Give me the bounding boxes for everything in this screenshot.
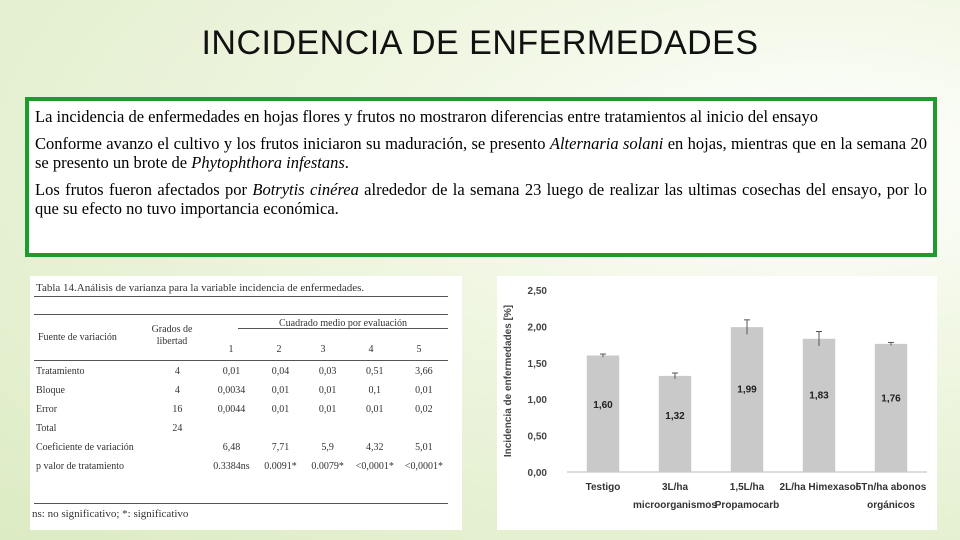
row-value-cell: 0,02	[415, 404, 433, 415]
row-value-cell: 0,03	[318, 366, 337, 377]
x-tick-label: Testigo	[585, 482, 621, 493]
row-value-cell: 0,01	[318, 385, 337, 396]
species-phytophthora: Phytophthora infestans	[191, 153, 345, 172]
y-tick-label: 0,00	[527, 468, 547, 479]
header-mean-square: Cuadrado medio por evaluación	[278, 318, 407, 329]
x-tick-label: 3L/ha	[661, 482, 689, 493]
incidence-bar-chart	[497, 276, 937, 530]
table-header-rule	[34, 360, 448, 361]
row-value-cell	[206, 419, 256, 438]
row-source-cell: Coeficiente de variación	[36, 442, 134, 453]
header-df-line1: Grados de	[151, 324, 193, 335]
header-eval-2: 2	[276, 344, 282, 355]
x-tick-label: 5Tn/ha abonos	[855, 482, 927, 493]
paragraph-3	[35, 180, 927, 218]
bar	[587, 356, 619, 472]
x-tick-label: microorganismos	[633, 500, 717, 511]
row-value-cell: 0,01	[318, 404, 337, 415]
row-source-cell: Tratamiento	[36, 366, 85, 377]
row-value-cell: 4	[174, 366, 180, 377]
x-tick-label: Propamocarb	[714, 500, 780, 511]
row-value-cell: 4	[174, 385, 180, 396]
y-tick-label: 2,50	[527, 286, 547, 297]
row-value-cell	[257, 419, 305, 438]
row-value-cell	[351, 419, 399, 438]
row-value-cell: 3,66	[415, 366, 433, 377]
row-value-cell: 0,01	[415, 385, 433, 396]
y-tick-label: 1,00	[527, 395, 547, 407]
row-value-cell: <0,0001*	[404, 461, 443, 472]
y-tick-label: 0,50	[527, 431, 547, 443]
row-value-cell	[305, 419, 351, 438]
row-value-cell: <0,0001*	[355, 461, 394, 472]
row-value-cell: 0,01	[366, 404, 384, 415]
paragraph-3-text-c: alrededor de la semana 23 luego de realizar las ultimas cosechas del ensayo, por lo que su efecto no tuvo importancia económica.	[35, 180, 927, 218]
row-value-cell	[148, 457, 206, 476]
table-top-rule	[34, 296, 448, 297]
data-label: 1,32	[665, 411, 685, 423]
row-value-cell: 4,32	[366, 442, 384, 453]
table-bottom-rule	[34, 503, 448, 504]
header-source: Fuente de variación	[38, 332, 117, 343]
paragraph-1: La incidencia de enfermedades en hojas flores y frutos no mostraron diferencias entre tratamientos al inicio del ensayo	[35, 107, 818, 126]
species-botrytis: Botrytis cinérea	[252, 180, 359, 199]
paragraph-2-text-e: .	[344, 153, 349, 172]
row-value-cell: 0,04	[271, 366, 290, 377]
row-value-cell	[399, 419, 449, 438]
header-eval-3: 3	[320, 344, 326, 355]
table-row	[34, 419, 449, 438]
table-header-rule-upper	[34, 314, 448, 315]
bar	[731, 327, 763, 472]
x-tick-label: orgánicos	[867, 500, 915, 511]
row-value-cell: 0,01	[271, 385, 290, 396]
row-source-cell: Error	[36, 404, 58, 415]
bar	[803, 339, 835, 472]
summary-textbox	[25, 97, 937, 257]
row-value-cell: 0,1	[368, 385, 382, 396]
row-value-cell: 0.0079*	[311, 461, 344, 472]
data-label: 1,83	[809, 390, 829, 402]
row-value-cell: 7,71	[271, 442, 290, 453]
header-eval-4: 4	[368, 344, 374, 355]
row-source-cell: Bloque	[36, 385, 65, 396]
anova-table-panel	[30, 276, 462, 530]
data-label: 1,99	[737, 384, 757, 396]
row-value-cell	[148, 438, 206, 457]
paragraph-2	[35, 134, 927, 172]
row-value-cell: 0,01	[222, 366, 241, 377]
header-eval-1: 1	[228, 344, 234, 355]
row-value-cell: 5,01	[415, 442, 433, 453]
row-value-cell: 0,0034	[217, 385, 246, 396]
incidence-chart-panel	[497, 276, 937, 530]
table-caption: Tabla 14.Análisis de varianza para la variable incidencia de enfermedades.	[36, 282, 365, 294]
table-row	[34, 400, 449, 419]
row-value-cell: 24	[172, 423, 183, 434]
x-tick-label: 1,5L/ha	[729, 482, 765, 493]
row-value-cell: 6,48	[222, 442, 241, 453]
y-tick-label: 2,00	[527, 322, 547, 334]
x-tick-label: 2L/ha Himexasol	[779, 482, 859, 493]
slide-title: INCIDENCIA DE ENFERMEDADES	[201, 24, 759, 62]
table-row	[34, 438, 449, 457]
row-value-cell: 0.0091*	[264, 461, 297, 472]
paragraph-3-text-a: Los frutos fueron afectados por	[35, 180, 253, 199]
table-row	[34, 381, 449, 400]
y-axis-label: Incidencia de enfermedades [%]	[503, 304, 514, 458]
header-df-line2: libertad	[156, 336, 188, 347]
row-source-cell: Total	[36, 423, 57, 434]
row-value-cell: 16	[172, 404, 183, 415]
data-label: 1,60	[593, 399, 613, 411]
row-value-cell: 5,9	[321, 442, 334, 453]
bar	[659, 376, 691, 472]
row-value-cell: 0.3384ns	[213, 461, 250, 472]
species-alternaria: Alternaria solani	[549, 134, 664, 153]
y-tick-label: 1,50	[527, 358, 547, 370]
row-source-cell: p valor de tratamiento	[36, 461, 125, 472]
bar	[875, 344, 907, 472]
row-value-cell: 0,51	[366, 366, 384, 377]
row-value-cell: 0,0044	[217, 404, 246, 415]
row-value-cell: 0,01	[271, 404, 290, 415]
anova-table	[34, 362, 449, 476]
table-row	[34, 457, 449, 476]
table-footnote: ns: no significativo; *: significativo	[32, 508, 189, 520]
paragraph-2-text-a: Conforme avanzo el cultivo y los frutos iniciaron su maduración, se presento	[35, 134, 550, 153]
header-eval-5: 5	[416, 344, 422, 355]
paragraph-2-text-c: en hojas, mientras que en la semana 20 se presento un brote de	[35, 134, 927, 172]
data-label: 1,76	[881, 393, 901, 405]
table-row	[34, 362, 449, 381]
